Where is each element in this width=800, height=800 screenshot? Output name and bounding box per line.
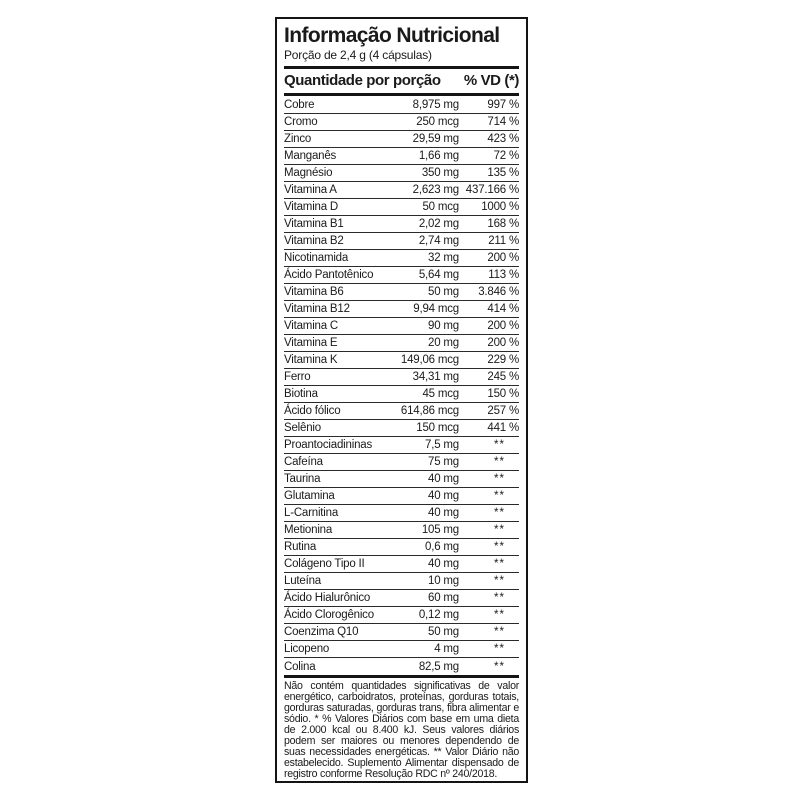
nutrient-name: Glutamina: [284, 490, 335, 502]
nutrient-vd: 437.166 %: [465, 184, 519, 196]
nutrient-name: Cobre: [284, 99, 315, 111]
table-row: [284, 539, 519, 556]
nutrient-vd: 414 %: [487, 303, 519, 315]
nutrient-vd: **: [494, 575, 505, 587]
nutrient-amount: 2,623 mg: [412, 184, 459, 196]
nutrient-name: Ácido fólico: [284, 405, 341, 417]
footnote-text: Não contém quantidades significativas de valor energético, carboidratos, proteínas, gorduras totais, gorduras saturadas, gorduras trans, fibra alimentar e sódio. * % Valores Diários com base em uma dieta de 2.000 kcal ou 8.400 kJ. Seus valores diários podem ser maiores ou menores dependendo de suas necessidades energéticas. ** Valor Diário não estabelecido. Suplemento Alimentar dispensado de registro conforme Resolução RDC nº 240/2018.: [284, 680, 519, 780]
table-row: [284, 199, 519, 216]
nutrient-name: Proantociadininas: [284, 439, 373, 451]
nutrient-name: Taurina: [284, 473, 321, 485]
nutrient-name: Colina: [284, 660, 316, 673]
nutrient-amount: 2,02 mg: [418, 218, 459, 230]
nutrient-amount: 614,86 mcg: [400, 405, 459, 417]
table-row: [284, 284, 519, 301]
nutrient-name: Vitamina B6: [284, 286, 344, 298]
nutrient-name: Zinco: [284, 133, 312, 145]
nutrient-amount: 40 mg: [428, 473, 459, 485]
nutrient-vd: **: [494, 660, 505, 673]
nutrient-name: Ácido Pantotênico: [284, 269, 374, 281]
table-row: [284, 590, 519, 607]
nutrient-amount: 82,5 mg: [418, 660, 459, 673]
nutrient-name: Vitamina B2: [284, 235, 344, 247]
table-row: [284, 97, 519, 114]
nutrient-amount: 45 mcg: [422, 388, 459, 400]
nutrient-name: Vitamina K: [284, 354, 338, 366]
nutrient-vd: 211 %: [488, 235, 519, 247]
nutrient-amount: 32 mg: [428, 252, 459, 264]
table-row: [284, 505, 519, 522]
nutrient-name: Metionina: [284, 524, 333, 536]
nutrient-amount: 60 mg: [428, 592, 459, 604]
nutrient-vd: **: [494, 473, 505, 485]
nutrient-amount: 40 mg: [428, 558, 459, 570]
nutrient-amount: 149,06 mcg: [400, 354, 459, 366]
nutrient-vd: 200 %: [487, 320, 519, 332]
nutrient-vd: 229 %: [487, 354, 519, 366]
nutrient-amount: 4 mg: [434, 643, 459, 655]
table-row: [284, 403, 519, 420]
nutrient-name: Colágeno Tipo II: [284, 558, 365, 570]
nutrient-amount: 50 mg: [428, 286, 459, 298]
table-row: [284, 182, 519, 199]
nutrient-name: Vitamina D: [284, 201, 339, 213]
nutrient-name: Vitamina B12: [284, 303, 350, 315]
nutrient-name: Manganês: [284, 150, 337, 162]
nutrient-vd: **: [494, 558, 505, 570]
nutrient-name: Nicotinamida: [284, 252, 349, 264]
table-row: [284, 267, 519, 284]
table-row: [284, 607, 519, 624]
nutrient-amount: 250 mcg: [416, 116, 459, 128]
table-row: [284, 216, 519, 233]
nutrient-vd: 135 %: [487, 167, 519, 179]
nutrient-vd: 200 %: [487, 337, 519, 349]
table-row: [284, 454, 519, 471]
table-row: [284, 471, 519, 488]
nutrient-vd: 150 %: [487, 388, 519, 400]
nutrient-name: Ácido Hialurônico: [284, 592, 371, 604]
table-row: [284, 301, 519, 318]
table-row: [284, 131, 519, 148]
nutrient-amount: 7,5 mg: [425, 439, 459, 451]
nutrient-name: Magnésio: [284, 167, 333, 179]
nutrient-vd: 714 %: [487, 116, 519, 128]
nutrient-vd: **: [494, 592, 505, 604]
nutrient-vd: 113 %: [488, 269, 519, 281]
divider-thick-bottom: [284, 675, 519, 678]
nutrient-name: Vitamina A: [284, 184, 337, 196]
nutrient-vd: 168 %: [487, 218, 519, 230]
nutrient-amount: 40 mg: [428, 507, 459, 519]
nutrient-amount: 0,12 mg: [418, 609, 459, 621]
nutrient-vd: 3.846 %: [478, 286, 519, 298]
nutrient-amount: 50 mcg: [422, 201, 459, 213]
table-row: [284, 641, 519, 658]
nutrient-amount: 8,975 mg: [412, 99, 459, 111]
nutrient-vd: **: [494, 626, 505, 638]
nutrition-label: [275, 17, 528, 783]
nutrient-vd: **: [494, 456, 505, 468]
column-header-vd: % VD (*): [463, 72, 519, 89]
table-row: [284, 437, 519, 454]
table-row: [284, 335, 519, 352]
nutrient-name: Licopeno: [284, 643, 330, 655]
nutrient-amount: 34,31 mg: [412, 371, 459, 383]
nutrient-amount: 105 mg: [421, 524, 459, 536]
table-row: [284, 556, 519, 573]
table-row: [284, 386, 519, 403]
nutrient-name: Ácido Clorogênico: [284, 609, 374, 621]
nutrient-name: Coenzima Q10: [284, 626, 359, 638]
nutrient-vd: **: [494, 439, 505, 451]
nutrient-amount: 20 mg: [428, 337, 459, 349]
nutrient-name: Rutina: [284, 541, 317, 553]
nutrient-rows: [284, 97, 519, 675]
nutrient-vd: 200 %: [487, 252, 519, 264]
nutrient-name: Cafeína: [284, 456, 323, 468]
nutrient-amount: 350 mg: [421, 167, 459, 179]
nutrient-vd: 245 %: [487, 371, 519, 383]
nutrient-name: Vitamina C: [284, 320, 339, 332]
table-row: [284, 624, 519, 641]
table-row: [284, 420, 519, 437]
nutrient-name: Selênio: [284, 422, 321, 434]
table-row: [284, 165, 519, 182]
nutrient-vd: **: [494, 507, 505, 519]
label-title: Informação Nutricional: [284, 24, 500, 47]
table-row: [284, 369, 519, 386]
table-row: [284, 318, 519, 335]
nutrient-name: Vitamina B1: [284, 218, 344, 230]
nutrient-amount: 50 mg: [428, 626, 459, 638]
table-row: [284, 114, 519, 131]
nutrient-vd: **: [494, 541, 505, 553]
serving-size: Porção de 2,4 g (4 cápsulas): [284, 48, 432, 62]
nutrient-name: Ferro: [284, 371, 311, 383]
nutrient-amount: 5,64 mg: [418, 269, 459, 281]
nutrient-amount: 0,6 mg: [425, 541, 459, 553]
nutrient-vd: **: [494, 609, 505, 621]
table-row: [284, 352, 519, 369]
nutrient-vd: 72 %: [493, 150, 519, 162]
table-row: [284, 573, 519, 590]
nutrient-vd: 423 %: [487, 133, 519, 145]
nutrient-name: L-Carnitina: [284, 507, 339, 519]
nutrient-amount: 40 mg: [428, 490, 459, 502]
divider-thick-header: [284, 93, 519, 96]
nutrient-amount: 90 mg: [428, 320, 459, 332]
nutrient-name: Biotina: [284, 388, 318, 400]
table-row: [284, 658, 519, 675]
nutrient-vd: **: [494, 524, 505, 536]
table-row: [284, 148, 519, 165]
nutrient-amount: 2,74 mg: [418, 235, 459, 247]
table-row: [284, 250, 519, 267]
nutrient-vd: **: [494, 643, 505, 655]
nutrient-name: Cromo: [284, 116, 318, 128]
table-row: [284, 233, 519, 250]
column-header-row: [284, 69, 519, 93]
nutrient-vd: 441 %: [487, 422, 519, 434]
table-row: [284, 488, 519, 505]
nutrient-amount: 1,66 mg: [418, 150, 459, 162]
nutrient-amount: 75 mg: [428, 456, 459, 468]
nutrient-vd: 997 %: [487, 99, 519, 111]
nutrient-name: Vitamina E: [284, 337, 338, 349]
nutrient-vd: 1000 %: [481, 201, 519, 213]
column-header-quantity: Quantidade por porção: [284, 72, 441, 89]
nutrient-vd: 257 %: [487, 405, 519, 417]
nutrient-name: Luteína: [284, 575, 321, 587]
nutrient-amount: 10 mg: [428, 575, 459, 587]
nutrient-amount: 29,59 mg: [412, 133, 459, 145]
nutrient-amount: 9,94 mcg: [413, 303, 459, 315]
nutrient-vd: **: [494, 490, 505, 502]
table-row: [284, 522, 519, 539]
nutrient-amount: 150 mcg: [416, 422, 459, 434]
